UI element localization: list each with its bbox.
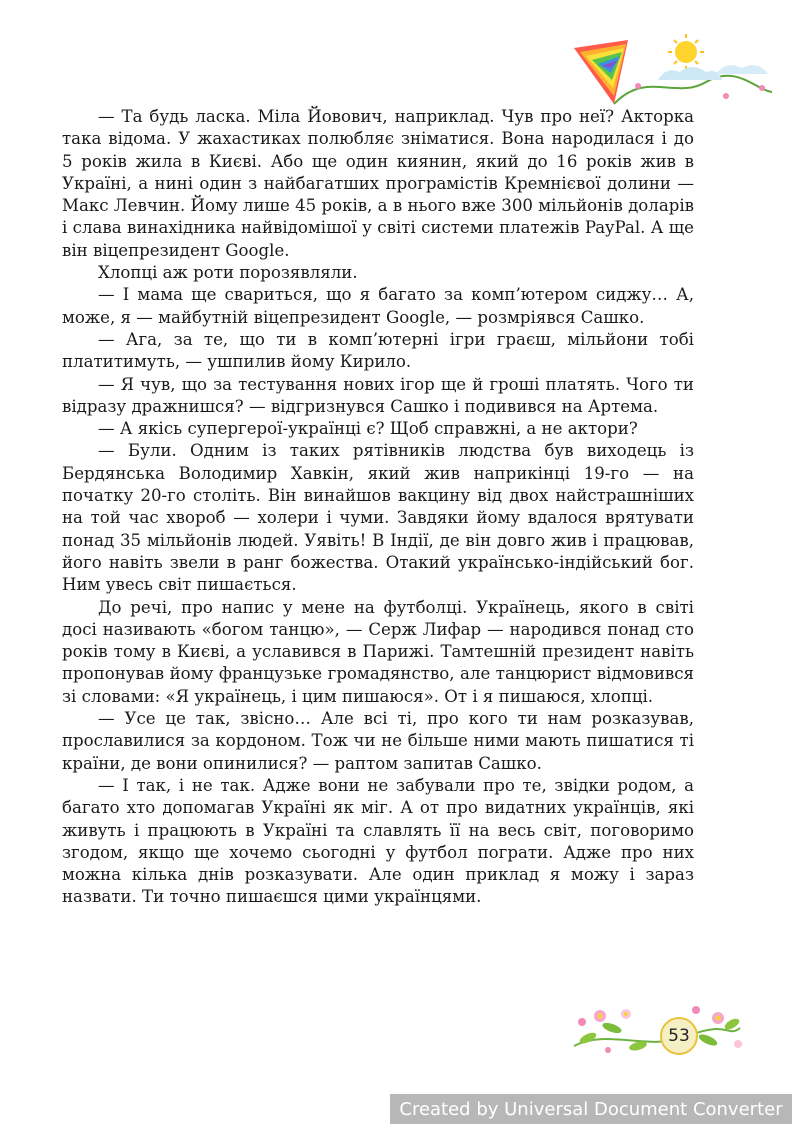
page-text [62, 106, 694, 909]
paragraph: До речі, про напис у мене на футболці. Українець, якого в світі досі називають «богом танцю», — Серж Лифар — народився понад сто років тому в Києві, а уславився в Парижі. Тамтешній президент навіть пропонував йому французьке громадянство, але танцюрист відмовився зі словами: «Я українець, і цим пишаюся». От і я пишаюся, хлопці. [62, 597, 694, 706]
paragraph: — Ага, за те, що ти в комп’ютерні ігри граєш, мільйони тобі платитимуть, — ушпилив йому Кирило. [62, 329, 694, 372]
paragraph: — Я чув, що за тестування нових ігор ще й гроші платять. Чого ти відразу дражнишся? — відгризнувся Сашко і подивився на Артема. [62, 374, 694, 416]
paragraph: — І так, і не так. Адже вони не забували про те, звідки родом, а багато хто допомагав Україні як міг. А от про видатних українців, які живуть і працюють в Україні та славлять її на весь світ, поговоримо згодом, якщо ще хочемо сьогодні у футбол пограти. Адже про них можна кілька днів розказувати. Але один приклад я можу і зараз назвати. Ти точно пишаєшся цими українцями. [62, 775, 694, 907]
paragraph: — І мама ще свариться, що я багато за комп’ютером сиджу… А, може, я — майбутній віцепрезидент Google, — розмріявся Сашко. [62, 285, 694, 327]
paragraph: — Та будь ласка. Міла Йовович, наприклад. Чув про неї? Акторка така відома. У жахастиках полюбляє зніматися. Вона народилася і до 5 років жила в Києві. Або ще один киянин, який до 16 років жив в Україні, а нині один з найбагатших програмістів Кремнієвої долини — Макс Левчин. Йому лише 45 років, а в нього вже 300 мільйонів доларів і слава винахідника найвідомішої у світі системи платежів PayPal. А ще він віцепрезидент Google. [62, 107, 694, 260]
flower-decoration [568, 998, 744, 1060]
converter-watermark: Created by Universal Document Converter [390, 1094, 792, 1124]
paragraph: — Усе це так, звісно… Але всі ті, про кого ти нам розказував, прославилися за кордоном. Тож чи не більше ними мають пишатися ті країни, де вони опинилися? — раптом запитав Сашко. [62, 709, 694, 773]
paragraph: Хлопці аж роти порозявляли. [98, 263, 358, 283]
paragraph: — А якісь супергерої-українці є? Щоб справжні, а не актори? [98, 419, 638, 439]
rainbow-kite-sun-decoration [566, 30, 780, 110]
page-number: 53 [660, 1017, 698, 1055]
paragraph: — Були. Одним із таких рятівників людства був виходець із Бердянська Володимир Хавкін, який жив наприкінці 19-го — на початку 20-го століть. Він винайшов вакцину від двох найстрашніших на той час хвороб — холери і чуми. Завдяки йому вдалося врятувати понад 35 мільйонів людей. Уявіть! В Індії, де він довго жив і працював, його навіть звели в ранг божества. Отакий українсько-індійський бог. Ним увесь світ пишається. [62, 441, 694, 595]
